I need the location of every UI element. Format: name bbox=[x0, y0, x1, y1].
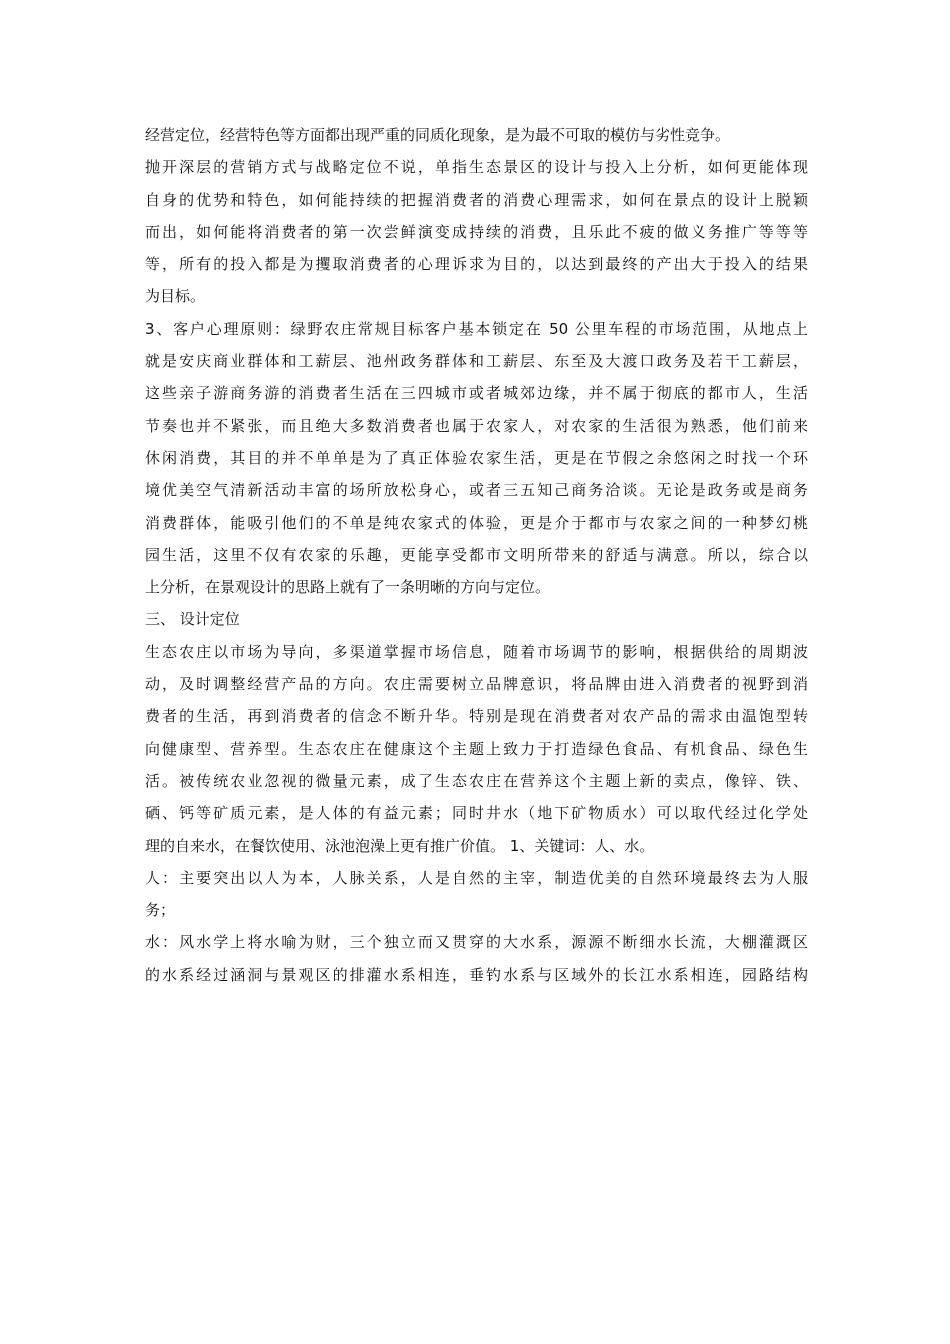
text-line: 向健康型、营养型。生态农庄在健康这个主题上致力于打造绿色食品、有机食品、绿色生 bbox=[145, 739, 808, 758]
text-line: 水：风水学上将水喻为财，三个独立而又贯穿的大水系，源源不断细水长流，大棚灌溉区 bbox=[145, 933, 808, 952]
text-line: 理的自来水，在餐饮使用、泳池泡澡上更有推广价值。 1、关键词：人、水。 bbox=[145, 836, 655, 855]
body-text bbox=[145, 119, 808, 991]
text-line: 自身的优势和特色，如何能持续的把握消费者的消费心理需求，如何在景点的设计上脱颖 bbox=[145, 190, 808, 209]
text-line: 抛开深层的营销方式与战略定位不说，单指生态景区的设计与投入上分析，如何更能体现 bbox=[145, 158, 808, 177]
text-line: 等，所有的投入都是为攫取消费者的心理诉求为目的，以达到最终的产出大于投入的结果 bbox=[145, 255, 808, 274]
text-line: 休闲消费，其目的并不单单是为了真正体验农家生活，更是在节假之余悠闲之时找一个环 bbox=[145, 448, 808, 467]
text-line: 而出，如何能将消费者的第一次尝鲜演变成持续的消费，且乐此不疲的做义务推广等等等 bbox=[145, 222, 808, 241]
text-line: 硒、钙等矿质元素，是人体的有益元素；同时井水（地下矿物质水）可以取代经过化学处 bbox=[145, 804, 808, 823]
text-line: 经营定位，经营特色等方面都出现严重的同质化现象，是为最不可取的模仿与劣性竞争。 bbox=[145, 126, 731, 144]
text-line: 就是安庆商业群体和工薪层、池州政务群体和工薪层、东至及大渡口政务及若干工薪层， bbox=[145, 352, 808, 371]
text-line: 生态农庄以市场为导向，多渠道掌握市场信息，随着市场调节的影响，根据供给的周期波 bbox=[145, 642, 808, 661]
text-line: 务； bbox=[145, 901, 176, 920]
text-line: 为目标。 bbox=[145, 287, 206, 306]
text-line: 人：主要突出以人为本，人脉关系，人是自然的主宰，制造优美的自然环境最终去为人服 bbox=[145, 868, 808, 887]
text-line: 动，及时调整经营产品的方向。农庄需要树立品牌意识，将品牌由进入消费者的视野到消 bbox=[145, 675, 808, 694]
text-line: 这些亲子游商务游的消费者生活在三四城市或者城郊边缘，并不属于彻底的都市人，生活 bbox=[145, 384, 808, 403]
text-line: 三、 设计定位 bbox=[145, 610, 240, 629]
text-line: 3、客户心理原则：绿野农庄常规目标客户基本锁定在 50 公里车程的市场范围，从地点上 bbox=[145, 319, 808, 338]
text-line: 上分析，在景观设计的思路上就有了一条明晰的方向与定位。 bbox=[145, 578, 551, 597]
text-line: 活。被传统农业忽视的微量元素，成了生态农庄在营养这个主题上新的卖点，像锌、铁、 bbox=[145, 771, 808, 790]
text-line: 费者的生活，再到消费者的信念不断升华。特别是现在消费者对农产品的需求由温饱型转 bbox=[145, 707, 808, 726]
text-line: 园生活，这里不仅有农家的乐趣，更能享受都市文明所带来的舒适与满意。所以，综合以 bbox=[145, 545, 808, 564]
text-line: 境优美空气清新活动丰富的场所放松身心，或者三五知己商务洽谈。无论是政务或是商务 bbox=[145, 481, 808, 500]
text-line: 的水系经过涵洞与景观区的排灌水系相连，垂钓水系与区域外的长江水系相连，园路结构 bbox=[145, 965, 808, 984]
text-line: 节奏也并不紧张，而且绝大多数消费者也属于农家人，对农家的生活很为熟悉，他们前来 bbox=[145, 416, 808, 435]
text-line: 消费群体，能吸引他们的不单是纯农家式的体验，更是介于都市与农家之间的一种梦幻桃 bbox=[145, 513, 808, 532]
